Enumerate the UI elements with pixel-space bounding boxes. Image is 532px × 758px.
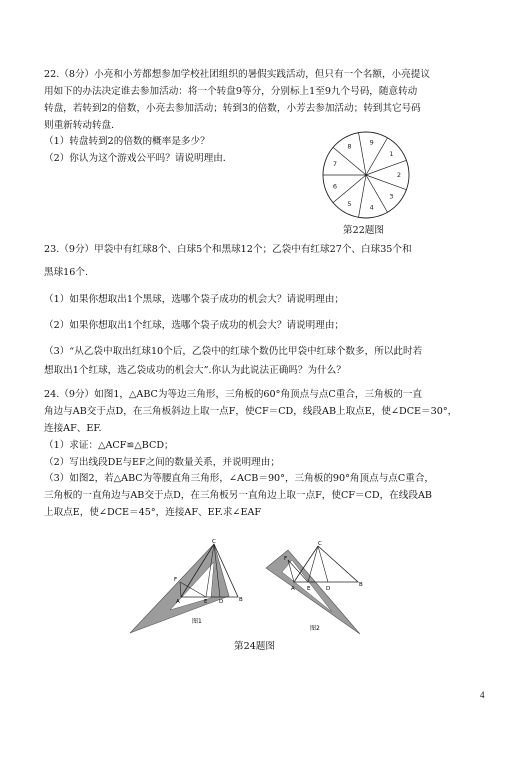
- spinner-spoke: [333, 175, 366, 203]
- spinner-number: 8: [347, 142, 352, 151]
- spinner-number: 1: [389, 149, 394, 158]
- q24-sub-3b: 三角板的一直角边与AB交于点D，在三角板另一直角边上取一点F，使CF＝CD，在线段AB: [44, 490, 432, 501]
- fig2-label-f: F: [284, 556, 288, 562]
- fig1-label-a: A: [176, 599, 180, 605]
- q23-sub-3b: 想取出1个红球，选乙袋成功的机会大”.你认为此说法正确吗？为什么？: [44, 365, 346, 376]
- fig1-label-e: E: [204, 599, 208, 605]
- q22-line-2: 用如下的办法决定谁去参加活动：将一个转盘9等分，分别标上1至9九个号码，随意转动: [44, 86, 418, 97]
- q24-sub-2: （2）写出线段DE与EF之间的数量关系，并说明理由；: [44, 457, 280, 468]
- fig1-label-d: D: [219, 599, 224, 605]
- fig2-label-b: B: [359, 582, 363, 588]
- spinner-number: 9: [369, 138, 374, 147]
- spinner-number: 3: [389, 192, 394, 201]
- spinner-spoke: [333, 147, 366, 175]
- fig1-caption: 图1: [192, 618, 202, 625]
- q23-line-2: 黑球16个.: [44, 267, 89, 278]
- fig2-label-d: D: [326, 586, 331, 592]
- figure-2-triangles: [262, 538, 372, 638]
- fig1-label-f: F: [174, 577, 178, 583]
- fig1-label-c: C: [212, 539, 216, 545]
- spinner-number: 2: [396, 171, 402, 180]
- spinner-spoke: [359, 175, 366, 217]
- fig1-label-b: B: [239, 597, 243, 603]
- q22-line-1: 22.（8分）小亮和小芳都想参加学校社团组织的暑假实践活动，但只有一个名额，小亮提议: [44, 69, 430, 80]
- q22-line-3: 转盘，若转到2的倍数，小亮去参加活动；转到3的倍数，小芳去参加活动；转到其它号码: [44, 103, 421, 114]
- q24-line-1: 24.（9分）如图1，△ABC为等边三角形，三角板的60°角顶点与点C重合，三角板的一直: [44, 389, 423, 400]
- q24-sub-3c: 上取点E，使∠DCE＝45°，连接AF、EF.求∠EAF: [44, 507, 262, 518]
- figure-1-triangles: [126, 538, 252, 638]
- q22-line-4: 则重新转动转盘．: [44, 120, 121, 131]
- q24-line-2: 角边与AB交于点D，在三角板斜边上取一点F，使CF＝CD，线段AB上取点E，使∠DCE＝30°，: [44, 406, 458, 417]
- spinner-figure: [317, 129, 417, 221]
- page-number: 4: [480, 690, 485, 700]
- fig2-label-c: C: [318, 541, 322, 547]
- q24-sub-1: （1）求证：△ACF≌△BCD；: [44, 440, 174, 451]
- q24-line-3: 连接AF、EF.: [44, 423, 102, 434]
- q23-sub-1: （1）如果你想取出1个黑球，选哪个袋子成功的机会大？请说明理由；: [44, 294, 345, 305]
- fig2-caption: 图2: [310, 625, 320, 632]
- spinner-number: 4: [369, 203, 374, 212]
- q23-sub-2: （2）如果你想取出1个红球，选哪个袋子成功的机会大？请说明理由；: [44, 320, 345, 331]
- spinner-spoke: [359, 133, 366, 175]
- q22-sub-2: （2）你认为这个游戏公平吗？请说明理由．: [44, 153, 233, 164]
- q23-sub-3a: （3）“从乙袋中取出红球10个后，乙袋中的红球个数仍比甲袋中红球个数多，所以此时若: [44, 346, 423, 357]
- q24-sub-3a: （3）如图2，若△ABC为等腰直角三角形，∠ACB＝90°，三角板的90°角顶点与点C重合，: [44, 473, 435, 484]
- spinner-number: 7: [332, 159, 338, 168]
- q24-figure-caption: 第24题图: [234, 641, 275, 652]
- q22-figure-caption: 第22题图: [343, 225, 384, 236]
- q23-line-1: 23.（9分）甲袋中有红球8个、白球5个和黑球12个；乙袋中有红球27个、白球35个和: [44, 244, 412, 255]
- spinner-number: 6: [332, 182, 338, 191]
- fig2-label-a: A: [291, 586, 295, 592]
- fig2-label-e: E: [307, 586, 311, 592]
- spinner-number: 5: [347, 199, 352, 208]
- q22-sub-1: （1）转盘转到2的倍数的概率是多少？: [44, 136, 210, 147]
